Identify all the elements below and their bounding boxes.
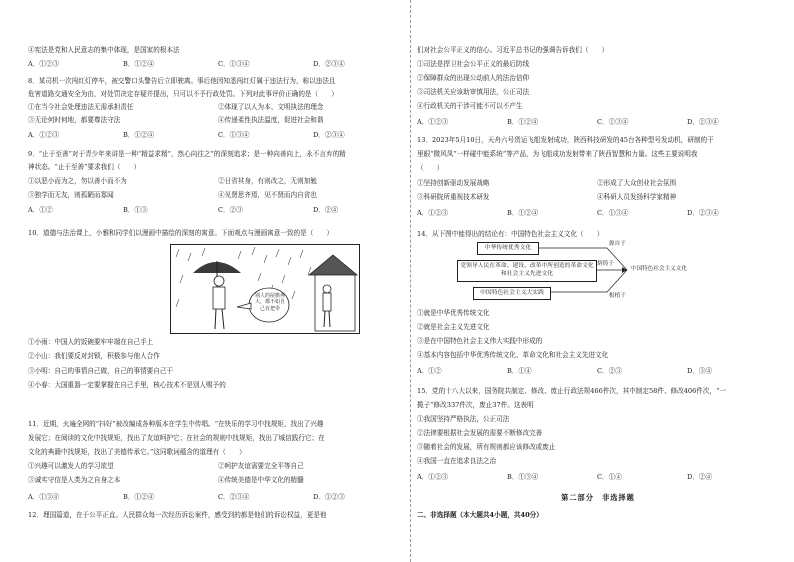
- choice-a: A．①③④: [28, 493, 60, 501]
- q15-option-3: ③随着社会的发展，所有规则都应该修改或废止: [417, 443, 556, 451]
- choice-d: D．②③④: [687, 209, 719, 217]
- q9-stem-line1: 9．“止于至善”对于青少年来讲是一种“精益求精”，然心向往之”的深刻追求；是一种向善向上，永不言弃的精: [28, 150, 346, 158]
- q12-stem-continued: 们对社会公平正义的信心。习近平总书记的强调告诉我们（ ）: [417, 46, 609, 54]
- choice-c: C．①③④: [597, 118, 629, 126]
- q14-option-4: ④基本内容包括中华优秀传统文化、革命文化和社会主义先进文化: [417, 351, 609, 359]
- label-origin: 源自于: [609, 241, 626, 247]
- choice-d: D．②④: [687, 473, 713, 481]
- choice-d: D．③④: [687, 367, 713, 375]
- q11-option-2: ②呵护友谊需要完全平等自己: [218, 462, 304, 470]
- q13-option-3: ③科研院所重视技术研发: [417, 193, 490, 201]
- q9-option-3: ③独学而无友，则孤陋而寡闻: [28, 191, 114, 199]
- q13-option-1: ①坚持创新驱动发展战略: [417, 179, 490, 187]
- q9-option-1: ①以恶小而为之，勿以善小而不为: [28, 177, 127, 185]
- choice-a: A．①②③: [28, 131, 60, 139]
- q9-stem-line2: 神状态。“止于至善”要求我们（ ）: [28, 163, 141, 171]
- choice-a: A．①②③: [417, 473, 449, 481]
- box-revolutionary-culture: 党领导人民在革命、建设、改革中所创造的革命文化和社会主义先进文化: [457, 260, 597, 282]
- q9-option-2: ②日省其身，有则改之，无则加勉: [218, 177, 317, 185]
- q13-stem-line2: 里眼“微风凤”一样碰中能系统”等产品，为飞船成功发射带来了陕西智慧和力量。这些主要说明我: [417, 150, 698, 158]
- q10-stem: 10．道德与法治课上，小雅和同学们以漫画中描绘的深刻的寓意。下面观点与漫画寓意一致的是（ ）: [28, 229, 334, 237]
- q11-stem-line1: 11．近期，火遍全网的“抖好”被改编成各种版本在学生中传唱。“在快乐的学习中找规矩，找出了兴趣: [28, 420, 324, 428]
- choice-b: B．①④: [507, 367, 532, 375]
- choice-d: D．②④: [313, 206, 339, 214]
- q10-option-2: ②小山：我们要反对封锁，积极参与他人合作: [28, 352, 160, 360]
- q10-option-4: ④小春：大国重器一定要掌握在自己手里，核心技术不是别人赐予的: [28, 381, 226, 389]
- q14-option-3: ③是在中国特色社会主义伟大实践中形成的: [417, 337, 543, 345]
- right-column: [417, 0, 779, 562]
- choice-b: B．①③④: [507, 473, 539, 481]
- q11-option-3: ③诚实守信是人类为之自身之本: [28, 476, 121, 484]
- cartoon-image: [170, 244, 360, 334]
- choice-a: A．①②③: [417, 209, 449, 217]
- q8-option-4: ④传递柔性执法温度，促进社会和谐: [218, 116, 324, 124]
- q12-option-4: ④行政机关的干涉可能不可以不产生: [417, 102, 523, 110]
- q15-stem-line2: 揽子”修改337件次，废止37件。这表明: [417, 401, 534, 409]
- choice-c: C．①③④: [597, 209, 629, 217]
- choice-c: C．①③④: [218, 60, 250, 68]
- part2-title: 第二部分 非选择题: [561, 493, 635, 502]
- q11-stem-line3: 文化的典籍中找规矩，找出了美德传承它。”这同歌词蕴含的道理有（ ）: [28, 448, 246, 456]
- q9-option-4: ④见贤思齐焉，见不贤而内自省也: [218, 191, 317, 199]
- part2-subtitle: 二、非选择题（本大题共4小题，共40分）: [417, 511, 543, 519]
- q11-stem-line2: 发展它；在阅读的文化中找规矩，找出了友谊呵护它；在社会的规则中找规矩，找出了城信践行它；在: [28, 434, 325, 442]
- cartoon-speech-bubble: 别人的屋檐再大，都不如自己有把伞: [254, 293, 285, 312]
- q13-stem-line3: （ ）: [417, 164, 444, 172]
- choice-b: B．①②④: [123, 493, 155, 501]
- q12-option-3: ③司法机关应该助审慎用法，公正司法: [417, 88, 530, 96]
- q13-stem-line1: 13．2023年5月10日，天舟六号货运飞船发射成功，陕西科技研发的45台各种型号发动机，研制的干: [417, 136, 714, 144]
- cartoon-drawing: [171, 245, 359, 333]
- q14-option-2: ②就是社会主义先进文化: [417, 323, 490, 331]
- label-socialist-culture: 中国特色社会主义文化: [631, 266, 687, 272]
- q13-option-4: ④科研人员发扬科学家精神: [597, 193, 677, 201]
- q8-stem-line1: 8．某司机一次闯红灯停车，被交警口头警告后立即驶离。事后他因知悉闯红灯属于违法行为，称以违法且: [28, 77, 336, 85]
- q8-option-3: ③无论何时何地，都要尊法守法: [28, 116, 121, 124]
- q15-option-1: ①我国坚持严格执法，公正司法: [417, 415, 510, 423]
- left-column: [28, 0, 408, 562]
- q15-option-2: ②法律要根据社会发展的需要不断修改完善: [417, 429, 543, 437]
- q12-option-2: ②保障群众的出现公动前人的法治信仰: [417, 74, 530, 82]
- q8-stem-line2: 危害道路交通安全为由，对处罚决定存疑并提出，只可以不予行政处罚。下列对此事评价正确的是（ ）: [28, 90, 338, 98]
- q11-option-4: ④传统美德是中华文化的精髓: [218, 476, 304, 484]
- choice-a: A．①②: [417, 367, 442, 375]
- choice-a: A．①②③: [417, 118, 449, 126]
- choice-d: D．①②③: [313, 493, 345, 501]
- choice-b: B．①②④: [507, 209, 539, 217]
- choice-a: A．①②: [28, 206, 53, 214]
- column-divider: [410, 0, 411, 562]
- choice-c: C．②③: [597, 367, 622, 375]
- choice-c: C．②③④: [218, 493, 250, 501]
- q15-stem-line1: 15．党的十八大以来，国务院共制定、修改、废止行政法规466件次，其中制定58件、修改406件次，“一: [417, 387, 727, 395]
- q14-option-1: ①就是中华优秀传统文化: [417, 309, 490, 317]
- q10-option-1: ①小雨：中国人的饭碗要牢牢端在自己手上: [28, 338, 154, 346]
- choice-d: D．②③④: [313, 131, 345, 139]
- choice-d: D．②③④: [313, 60, 345, 68]
- label-rooted: 根植于: [609, 293, 626, 299]
- choice-c: C．①④: [597, 473, 622, 481]
- q14-stem: 14．从下图中能得出的结论有：中国特色社会主义文化（ ）: [417, 230, 604, 238]
- choice-b: B．①③: [123, 206, 148, 214]
- choice-c: C．①③④: [218, 131, 250, 139]
- q12-stem: 12．理国篇道，在于公平正直。人民群众每一次经历诉讼案件，感受到的都是他们的诉讼权益，更是他: [28, 511, 327, 519]
- choice-b: B．①②④: [507, 118, 539, 126]
- choice-a: A．①②③: [28, 60, 60, 68]
- q12-option-1: ①司法是捍卫社会公平正义的最后防线: [417, 60, 530, 68]
- choice-b: B．①②④: [123, 131, 155, 139]
- box-traditional-culture: 中华传统优秀文化: [477, 242, 539, 255]
- q13-option-2: ②形成了大众创业社会氛围: [597, 179, 677, 187]
- box-socialist-practice: 中国特色社会主义大实践: [473, 287, 551, 300]
- q10-option-3: ③小明：自己的事情自己做，自己的事情要自己干: [28, 367, 174, 375]
- choice-d: D．②③④: [687, 118, 719, 126]
- q8-option-1: ①在当今社会处理违法无需承担责任: [28, 103, 134, 111]
- label-forged: 熔铸于: [597, 261, 614, 267]
- q15-option-4: ④我国一直在追求良法之治: [417, 457, 497, 465]
- choice-b: B．①②④: [123, 60, 155, 68]
- choice-c: C．②③: [218, 206, 243, 214]
- culture-diagram: [457, 240, 717, 304]
- q7-option-4: ④宪法是党和人民意志的集中体现，是国家的根本法: [28, 46, 180, 54]
- q8-option-2: ②体现了以人为本、文明执法的理念: [218, 103, 324, 111]
- q11-option-1: ①兴趣可以激发人的学习欲望: [28, 462, 114, 470]
